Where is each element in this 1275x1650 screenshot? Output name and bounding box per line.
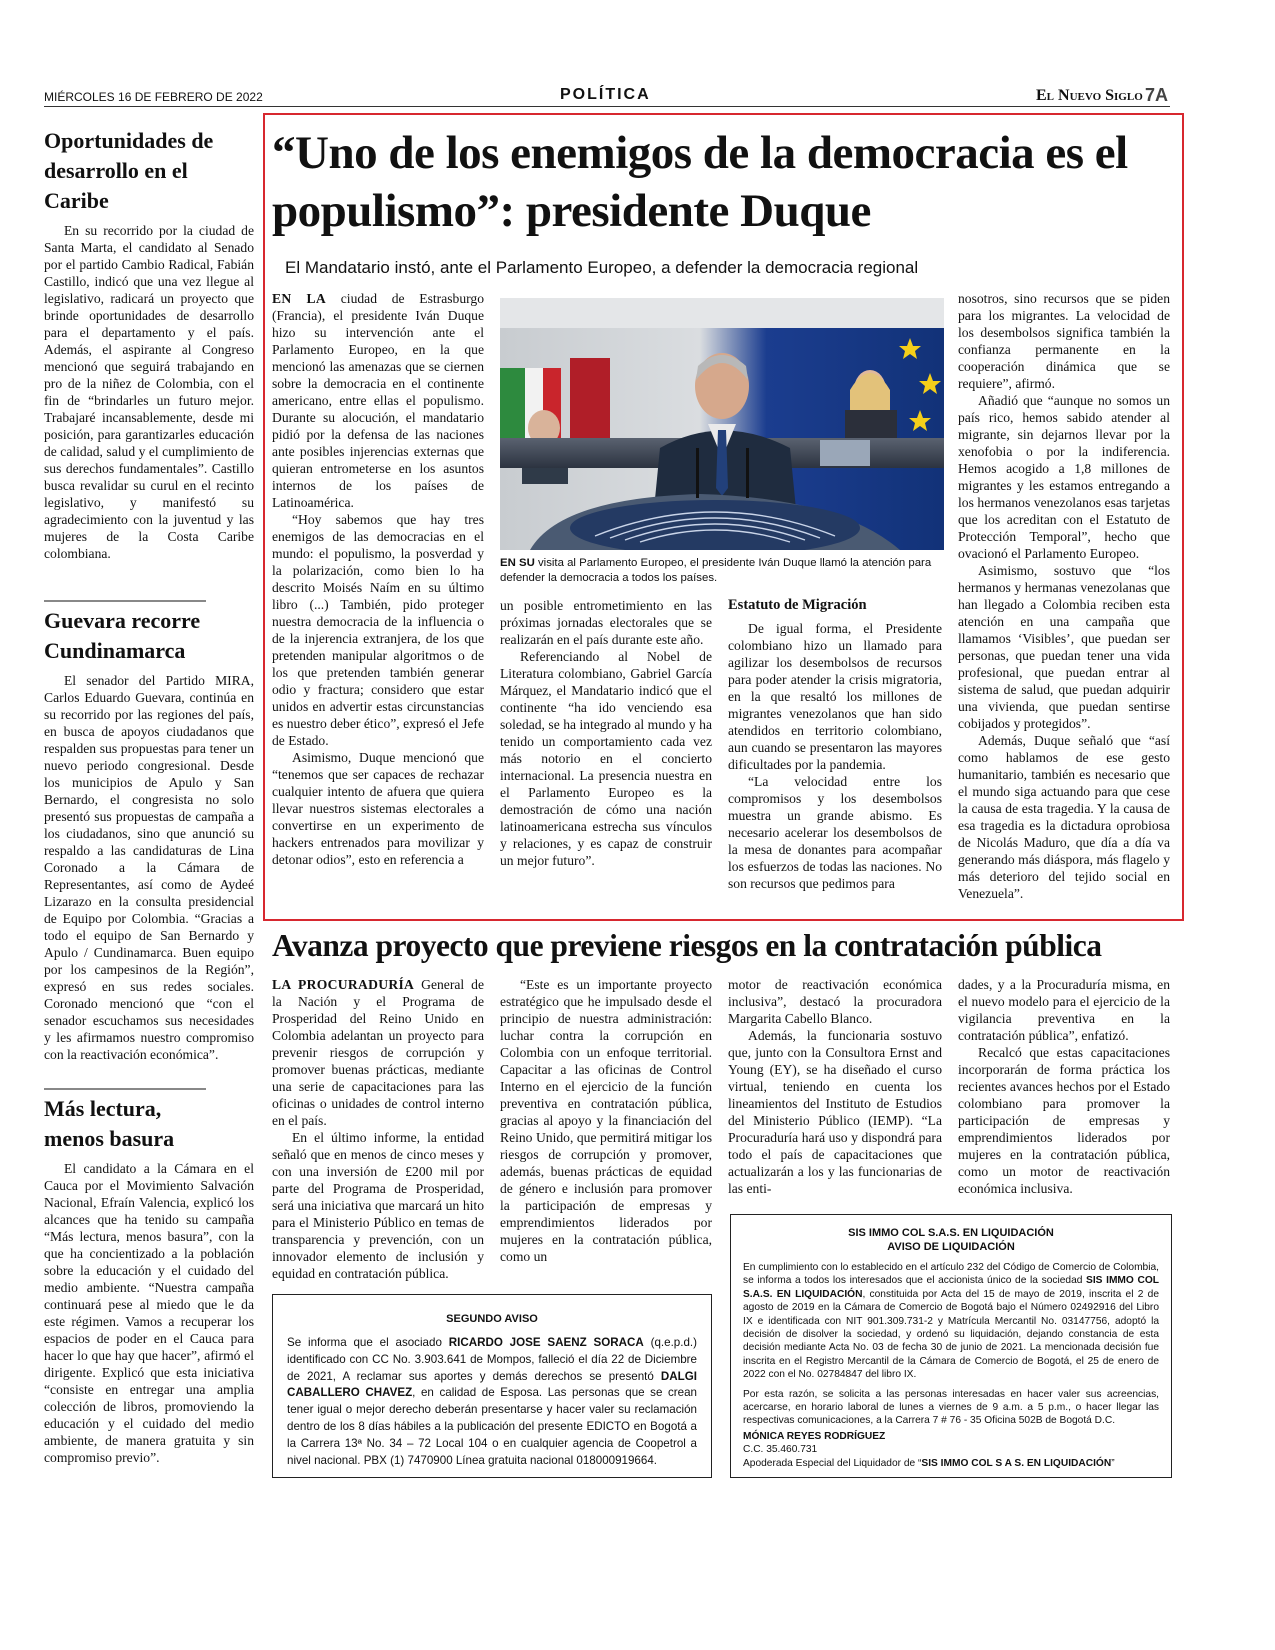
second-col-4: dades, y a la Procuraduría misma, en el nuevo modelo para el ejercicio de la vigilancia preventiva en la contratación pública”, enfatizó. Recalcó que estas capacitaciones incorporarán de forma práctica los recientes avances hechos por el Estado colombiano para promover la participación de empresas y emprendimientos liderados por mujeres en la contratación pública, como un motor de reactivación económica inclusiva. [958, 977, 1170, 1196]
sidebar-title-1: Oportunidades de desarrollo en el Caribe [44, 128, 214, 213]
sidebar-text-2: El senador del Partido MIRA, Carlos Eduardo Guevara, continúa en su recorrido por las regiones del país, en busca de apoyos ciudadanos que respalden sus propuestas para tener un nuevo periodo congresional. Desde los municipios de Apulo y San Bernardo, el congresista no solo presentó sus propuestas de campaña a los ciudadanos, sino que anunció su respaldo a las candidaturas de Lina Coronado a la Cámara de Representantes, así como de Aydeé Lizarazo en la consulta presidencial de Equipo por Colombia. “Gracias a todo el equipo de San Bernardo y Apulo / Cundinamarca. Buen equipo por los campesinos de la Región”, expresó en sus redes sociales. Coronado mencionó que “con el senador escuchamos sus necesidades y les afirmamos nuestro compromiso con la reactivación económica”. [44, 673, 254, 1062]
sidebar-divider-1 [44, 600, 206, 602]
second-col-3: motor de reactivación económica inclusiva”, destacó la procuradora Margarita Cabello Blanco. Además, la funcionaria sostuvo que, junto con la Consultora Ernst and Young (EY), se ha diseñado el curso virtual, teniendo en cuenta los lineamientos del Instituto de Estudios del Ministerio Público (IEMP). “La Procuraduría hará uso y dispondrá para todo el país de capacitaciones que actualizarán a los y las funcionarias de las enti- [728, 977, 942, 1196]
sidebar-block-3 [44, 1094, 254, 1466]
main-headline: “Uno de los enemigos de la democracia es el populismo”: presidente Duque [272, 127, 1128, 237]
notice-title: SEGUNDO AVISO [446, 1313, 538, 1325]
liquidation-signer: MÓNICA REYES RODRÍGUEZ C.C. 35.460.731 Apoderada Especial del Liquidador de “SIS IMMO COL S A S. EN LIQUIDACIÓN” [743, 1430, 1115, 1469]
sidebar [44, 126, 254, 562]
main-subhead: El Mandatario instó, ante el Parlamento Europeo, a defender la democracia regional [285, 258, 919, 277]
second-col-1: LA PROCURADURÍA General de la Nación y el Programa de Prosperidad del Reino Unido en Colombia adelantan un proyecto para prevenir riesgos de corrupción y promover buenas prácticas, mediante una serie de capacitaciones para las oficinas o unidades de control interno en el país. En el último informe, la entidad señaló que en menos de cinco meses y con una inversión de £200 mil por parte del Programa de Prosperidad, será una iniciativa que marcará un hito para el Ministerio Público en temas de transparencia y prevención, con un innovador elemento de inclusión y equidad en contratación pública. [272, 977, 484, 1281]
newspaper-name: El Nuevo Siglo [1036, 87, 1143, 104]
main-col-3: Estatuto de Migración De igual forma, el Presidente colombiano hizo un llamado para agilizar los desembolsos de recursos para poder atender la crisis migratoria, en la que resaltó los millones de migrantes venezolanos que han sido atendidos en territorio colombiano, aun cuando se presentaron las mayores dificultades por la pandemia. “La velocidad entre los compromisos y los desembolsos muestra un grande abismo. Es necesario acelerar los desembolsos de la mesa de donantes para acompañar los esfuerzos de todas las naciones. No son recursos que pedimos para [728, 597, 942, 891]
liquidation-body: En cumplimiento con lo establecido en el artículo 232 del Código de Comercio de Colombia, se informa a todos los interesados que el accionista único de la sociedad SIS IMMO COL S.A.S. EN LIQUIDACIÓN, constituida por Acta del 15 de mayo de 2019, inscrita el 2 de agosto de 2019 en la Cámara de Comercio de Bogotá bajo el Número 02492916 del Libro IX e identificada con NIT 901.309.731-2 y Matrícula Mercantil No. 03147756, adoptó la decisión de disolver la sociedad, y ordenó su liquidación, dejando constancia de esta decisión mediante Acta No. 03 de fecha 30 de junio de 2021. La mencionada decisión fue inscrita en el Registro Mercantil de la Cámara de Comercio de Bogotá, el 25 de enero de 2022 con el No. 02784847 del libro IX. [743, 1262, 1159, 1381]
notice-body: Se informa que el asociado RICARDO JOSE SAENZ SORACA (q.e.p.d.) identificado con CC No. 3.903.641 de Mompos, falleció el día 22 de Diciembre de 2021, A reclamar sus aportes y demás derechos se presentó DALGI CABALLERO CHAVEZ, en calidad de Esposa. Las personas que se crean tener igual o mejor derecho deberán presentarse y hacer valer su reclamación dentro de los 8 días hábiles a la publicación del presente EDICTO en Bogotá a la Carrera 13ª No. 34 – 72 Local 104 o en cualquier agencia de Coopetrol a nivel nacional. PBX (1) 7470900 Línea gratuita nacional 018000919664. [287, 1336, 698, 1467]
sidebar-text-3: El candidato a la Cámara en el Cauca por el Movimiento Salvación Nacional, Efraín Valencia, explicó los alcances que ha tenido su campaña “Más lectura, menos basura”, con la que ha concientizado a la población sobre la educación y el cuidado del medio ambiente. “Nuestra campaña continuará pese al miedo que le da este régimen. Vamos a recuperar los espacios de poder en el Cauca para hacer lo que hay que hacer”, afirmó el dirigente. Explicó que esta iniciativa “consiste en entregar una amplia colección de libros, promoviendo la educación y el cuidado del medio ambiente, de manera gratuita y sin compromiso previo”. [44, 1161, 254, 1465]
sidebar-divider-2 [44, 1088, 206, 1090]
page-date: MIÉRCOLES 16 DE FEBRERO DE 2022 [44, 90, 263, 104]
photo-caption: EN SU visita al Parlamento Europeo, el presidente Iván Duque llamó la atención para defender la democracia a todos los países. [500, 557, 932, 584]
main-col-2: un posible entrometimiento en las próximas jornadas electorales que se realizarán en el país durante este año. Referenciando al Nobel de Literatura colombiano, Gabriel García Márquez, el Mandatario indicó que el continente “ha ido venciendo esa soledad, se ha integrado al mundo y ha tenido un comportamiento cada vez más notorio en el concierto internacional. La presencia nuestra en el Parlamento Europeo es la demostración de cómo una nación latinoamericana estrecha sus vínculos y relaciones, y es capaz de construir un mejor futuro”. [500, 598, 712, 868]
liquidation-notice-title: AVISO DE LIQUIDACIÓN [887, 1241, 1015, 1253]
page-number: 7A [1145, 85, 1169, 105]
liquidation-company-title: SIS IMMO COL S.A.S. EN LIQUIDACIÓN [848, 1227, 1054, 1239]
sidebar-text-1: En su recorrido por la ciudad de Santa Marta, el candidato al Senado por el partido Cambio Radical, Fabián Castillo, indicó que una vez llegue al legislativo, radicará un proyecto que brinde oportunidades de desarrollo para el departamento y el país. Además, el aspirante al Congreso mencionó que seguirá trabajando en pro de la niñez de Colombia, con el fin de “brindarles un futuro mejor. Trabajaré incansablemente, desde mi posición, para garantizarles educación de calidad, salud y el cumplimiento de sus derechos fundamentales”. Castillo busca revalidar su curul en el recinto legislativo, y manifestó su agradecimiento con la juventud y las mujeres de la Costa Caribe colombiana. [44, 223, 254, 561]
header-rule [44, 106, 1170, 107]
duque-parliament-photo [500, 298, 944, 550]
lead-in: EN LA [272, 291, 327, 306]
second-headline: Avanza proyecto que previene riesgos en la contratación pública [272, 928, 1102, 963]
sidebar-title-2: Guevara recorre Cundinamarca [44, 608, 201, 663]
main-col-4: nosotros, sino recursos que se piden para los migrantes. La velocidad de los desembolsos significa también la confianza permanente en la cooperación dinámica que se requiere”, afirmó. Añadió que “aunque no somos un país rico, hemos sabido atender al migrante, sin dejarnos llevar por la xenofobia o por la indiferencia. Hemos acogido a 1,8 millones de migrantes y les estamos entregando a los hermanos venezolanos esas tarjetas que los acreditan con el Estatuto de Protección Temporal”, hecho que ovacionó el Parlamento Europeo. Asimismo, sostuvo que “los hermanos y hermanas venezolanas que han llegado a Colombia reciben esta atención en una campaña que llamamos ‘Visibles’, que puedan ser personas, que puedan tener una vida profesional, que puedan entrar al sistema de salud, que puedan adquirir una vivienda, que puedan sentirse cobijados y protegidos”. Además, Duque señaló que “así como hablamos de ese gesto humanitario, también es necesario que el mundo siga actuando para que cese la causa de esta tragedia. Y la causa de esa tragedia es la dictadura oprobiosa de Nicolás Maduro, que día a día va generando más diáspora, más flagelo y más deterioro del tejido social en Venezuela”. [958, 291, 1170, 901]
section-title: POLÍTICA [560, 86, 651, 103]
sidebar-title-3: Más lectura, menos basura [44, 1096, 175, 1151]
sidebar-block-2 [44, 606, 254, 1063]
notice-box-liquidacion [730, 1214, 1172, 1478]
second-col-2: “Este es un importante proyecto estratégico que he impulsado desde el principio de nuestra administración: luchar contra la corrupción en Colombia con un enfoque territorial. Capacitar a las oficinas de Control Interno en el ejercicio de la función preventiva en contratación pública, gracias al apoyo y la financiación del Reino Unido, que permitirá mitigar los riesgos de corrupción y promover, además, buenas prácticas de equidad de género e inclusión para promover la participación de empresas y emprendimientos liderados por mujeres en la contratación pública, como un [500, 977, 712, 1264]
subsection-title: Estatuto de Migración [728, 597, 867, 613]
main-col-1: EN LA ciudad de Estrasburgo (Francia), el presidente Iván Duque hizo su intervención ante el Parlamento Europeo, en la que mencionó las amenazas que se ciernen sobre la democracia en el continente americano, entre ellas el populismo. Durante su alocución, el mandatario pidió por la defensa de las naciones ante posibles injerencias externas que quieran entrometerse en los asuntos internos de los países de Latinoamérica. “Hoy sabemos que hay tres enemigos de las democracias en el mundo: el populismo, la posverdad y la polarización, como bien lo ha descrito Moisés Naím en su último libro (...) También, pido proteger nuestra democracia de la influencia o de la injerencia extranjera, de los que pretenden manipular algoritmos o de los que pretenden también generar odio y fractura; considero que estar unidos en advertir estas circunstancias es nuestro deber ético”, expresó el Jefe de Estado. Asimismo, Duque mencionó que “tenemos que ser capaces de rechazar cualquier intento de afuera que quiera llevar nuestros sistemas electorales a convertirse en un experimento de hackers entrenados para movilizar y detonar odios”, esto en referencia a [272, 291, 484, 867]
notice-box-segundo-aviso [272, 1294, 712, 1478]
liquidation-request: Por esta razón, se solicita a las personas interesadas en hacer valer sus acreencias, acercarse, en horario laboral de lunes a viernes de 9 a.m. a 5 p.m., o hacer llegar las respectivas comunicaciones, a la Carrera 7 # 76 - 35 Oficina 502B de Bogotá D.C. [743, 1388, 1159, 1427]
